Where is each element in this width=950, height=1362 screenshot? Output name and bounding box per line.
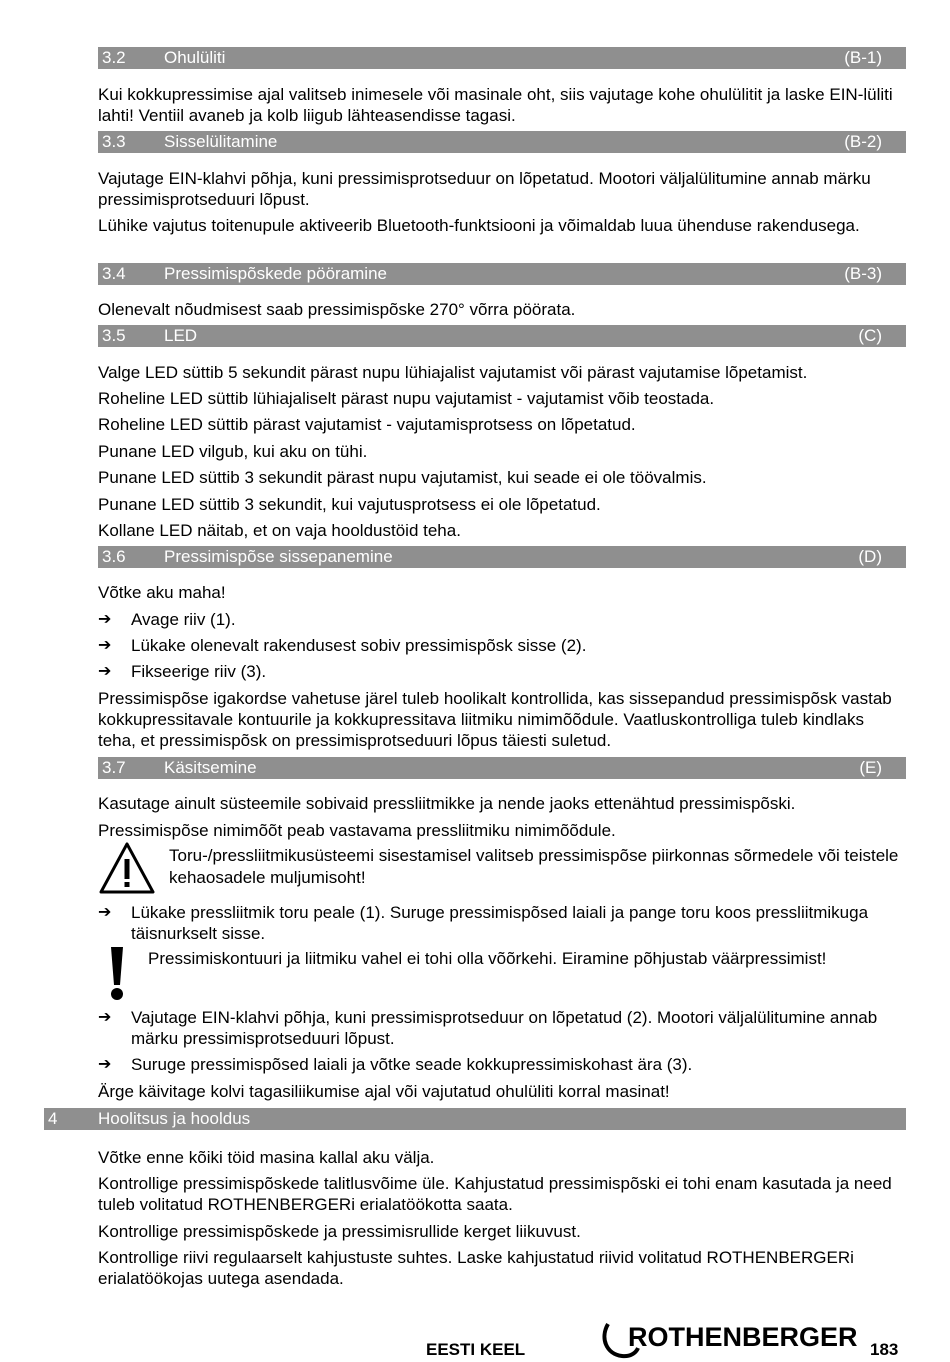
section-header-3-3 [98, 131, 906, 153]
bullet-text: Avage riiv (1). [131, 610, 236, 629]
bullet-text: Vajutage EIN-klahvi põhja, kuni pressimisprotseduur on lõpetatud (2). Mootori väljalülitumine annab märku pressimisprotseduuri lõpust. [131, 1008, 878, 1048]
paragraph: Kasutage ainult süsteemile sobivaid pressliitmikke ja nende jaoks ettenähtud pressimispõski. [98, 794, 796, 813]
arrow-bullet-icon: ➔ [98, 1056, 112, 1073]
arrow-bullet-icon: ➔ [98, 637, 112, 654]
section-number: 4 [48, 1109, 58, 1128]
note-text: Pressimiskontuuri ja liitmiku vahel ei tohi olla võõrkehi. Eiramine põhjustab väärpressimist! [148, 949, 827, 968]
section-figure-ref: (C) [858, 326, 882, 345]
arrow-bullet-icon: ➔ [98, 611, 112, 628]
paragraph: Kontrollige pressimispõskede talitlusvõime üle. Kahjustatud pressimispõski ei tohi enam kasutada ja need tuleb volitatud ROTHENBERGERi erialatöökotta saata. [98, 1174, 892, 1214]
warning-text: Toru-/pressliitmikusüsteemi sisestamisel valitseb pressimispõse piirkonnas sõrmedele või teistele kehaosadele muljumisoht! [169, 846, 899, 887]
paragraph: Kollane LED näitab, et on vaja hooldustöid teha. [98, 521, 461, 540]
section-header-3-6 [98, 546, 906, 568]
exclamation-icon [108, 945, 126, 1001]
section-number: 3.4 [102, 264, 126, 283]
section-header-3-2 [98, 47, 906, 69]
bullet-text: Fikseerige riiv (3). [131, 662, 267, 681]
section-number: 3.6 [102, 547, 126, 566]
section-number: 3.5 [102, 326, 126, 345]
section-header-3-5 [98, 325, 906, 347]
section-title: Käsitsemine [164, 758, 257, 777]
section-header-4 [44, 1108, 906, 1130]
section-title: Sisselülitamine [164, 132, 278, 151]
section-header-3-7 [98, 757, 906, 779]
bullet-text: Suruge pressimispõsed laiali ja võtke seade kokkupressimiskohast ära (3). [131, 1055, 693, 1074]
brand-name: ROTHENBERGER [628, 1322, 858, 1352]
section-figure-ref: (B-3) [844, 264, 882, 283]
arrow-bullet-icon: ➔ [98, 904, 112, 921]
brand-logo [600, 1320, 858, 1362]
section-number: 3.2 [102, 48, 126, 67]
paragraph: Pressimispõse igakordse vahetuse järel tuleb hoolikalt kontrollida, kas sissepandud pressimispõsk vastab kokkupressitavale kontuurile ja kokkupressitava liitmiku nimimõõdule. Vaatluskontrolliga tuleb kindlaks teha, et pressimispõsk on pressimisprotseduuri lõpus täiesti suletud. [98, 689, 892, 750]
section-number: 3.7 [102, 758, 126, 777]
paragraph: Roheline LED süttib pärast vajutamist - vajutamisprotsess on lõpetatud. [98, 415, 636, 434]
section-title: LED [164, 326, 198, 345]
section-title: Pressimispõskede pööramine [164, 264, 387, 283]
section-number: 3.3 [102, 132, 126, 151]
paragraph: Kontrollige riivi regulaarselt kahjustuste suhtes. Laske kahjustatud riivid volitatud ROTHENBERGERi erialatöökojas uutega asendada. [98, 1248, 854, 1288]
page-number: 183 [870, 1340, 899, 1359]
paragraph: Ärge käivitage kolvi tagasiliikumise ajal või vajutatud ohulüliti korral masinat! [98, 1082, 670, 1101]
paragraph: Kui kokkupressimise ajal valitseb inimesele või masinale oht, siis vajutage kohe ohulülitit ja laske EIN-lüliti lahti! Ventiil avaneb ja kolb liigub lähteasendisse tagasi. [98, 85, 893, 125]
section-title: Pressimispõse sissepanemine [164, 547, 393, 566]
section-title: Ohulüliti [164, 48, 226, 67]
footer-language: EESTI KEEL [426, 1340, 526, 1359]
paragraph: Võtke aku maha! [98, 583, 226, 602]
section-figure-ref: (D) [858, 547, 882, 566]
warning-triangle-icon [98, 841, 156, 895]
paragraph: Roheline LED süttib lühiajaliselt pärast nupu vajutamist - vajutamist võib teostada. [98, 389, 715, 408]
paragraph: Võtke enne kõiki töid masina kallal aku välja. [98, 1148, 435, 1167]
paragraph: Punane LED vilgub, kui aku on tühi. [98, 442, 368, 461]
bullet-text: Lükake olenevalt rakendusest sobiv pressimispõsk sisse (2). [131, 636, 587, 655]
arrow-bullet-icon: ➔ [98, 1009, 112, 1026]
bullet-text: Lükake pressliitmik toru peale (1). Suruge pressimispõsed laiali ja pange toru koos pressliitmikuga täisnurkselt sisse. [131, 903, 869, 943]
paragraph: Valge LED süttib 5 sekundit pärast nupu lühiajalist vajutamist või pärast vajutamise lõpetamist. [98, 363, 808, 382]
section-figure-ref: (B-1) [844, 48, 882, 67]
section-figure-ref: (E) [859, 758, 882, 777]
section-figure-ref: (B-2) [844, 132, 882, 151]
section-title: Hoolitsus ja hooldus [98, 1109, 251, 1128]
section-header-3-4 [98, 263, 906, 285]
paragraph: Vajutage EIN-klahvi põhja, kuni pressimisprotseduur on lõpetatud. Mootori väljalülitumine annab märku pressimisprotseduuri lõpust. [98, 169, 871, 209]
arrow-bullet-icon: ➔ [98, 663, 112, 680]
paragraph: Olenevalt nõudmisest saab pressimispõske 270° võrra pöörata. [98, 300, 576, 319]
paragraph: Kontrollige pressimispõskede ja pressimisrullide kerget liikuvust. [98, 1222, 581, 1241]
paragraph: Pressimispõse nimimõõt peab vastavama pressliitmiku nimimõõdule. [98, 821, 616, 840]
paragraph: Punane LED süttib 3 sekundit, kui vajutusprotsess ei ole lõpetatud. [98, 495, 601, 514]
paragraph: Punane LED süttib 3 sekundit pärast nupu vajutamist, kui seade ei ole töövalmis. [98, 468, 707, 487]
paragraph: Lühike vajutus toitenupule aktiveerib Bluetooth-funktsiooni ja võimaldab luua ühenduse rakendusega. [98, 216, 860, 235]
